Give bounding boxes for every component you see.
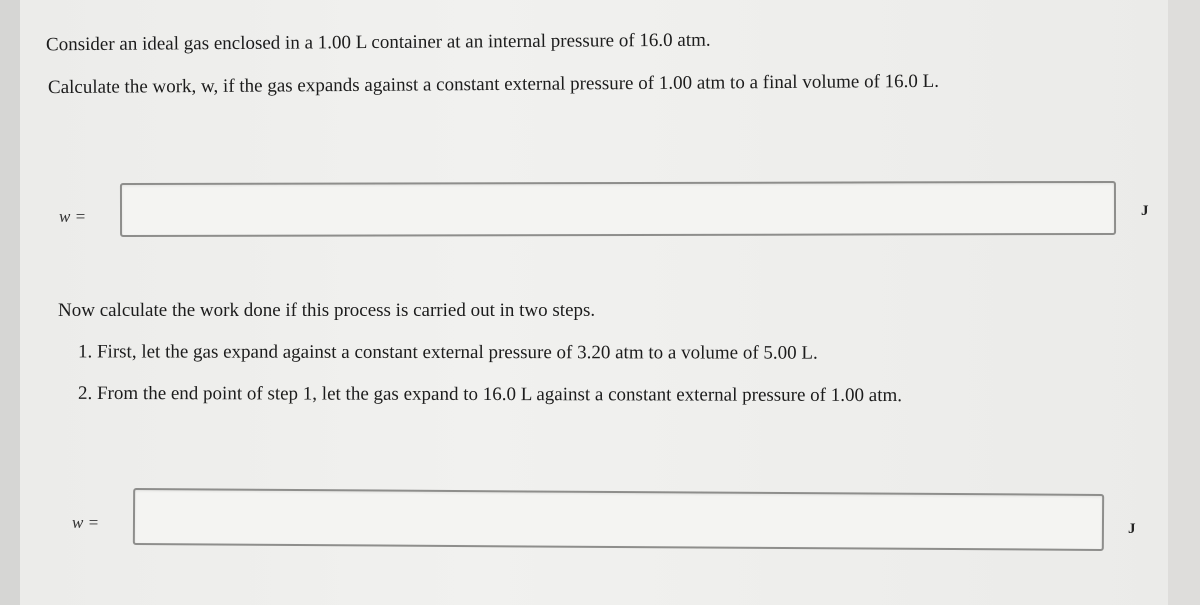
part1-prompt: Calculate the work, w, if the gas expands against a constant external pressure of 1.00 atm to a final volume of 16.0 L. — [47, 70, 940, 99]
step-2-text: 2. From the end point of step 1, let the gas expand to 16.0 L against a constant external pressure of 1.00 atm. — [77, 382, 903, 407]
answer2-label: w = — [72, 513, 100, 532]
answer2-unit: J — [1128, 521, 1136, 537]
intro-text: Consider an ideal gas enclosed in a 1.00 L container at an internal pressure of 16.0 atm. — [45, 29, 711, 56]
work-answer-input-2[interactable] — [133, 488, 1104, 551]
step-1-text: 1. First, let the gas expand against a constant external pressure of 3.20 atm to a volume of 5.00 L. — [77, 341, 818, 364]
answer1-label: w = — [59, 207, 87, 226]
work-answer-input-1[interactable] — [120, 181, 1116, 237]
answer1-unit: J — [1141, 203, 1149, 219]
part2-prompt: Now calculate the work done if this process is carried out in two steps. — [58, 300, 596, 321]
page-margin — [1168, 0, 1200, 605]
